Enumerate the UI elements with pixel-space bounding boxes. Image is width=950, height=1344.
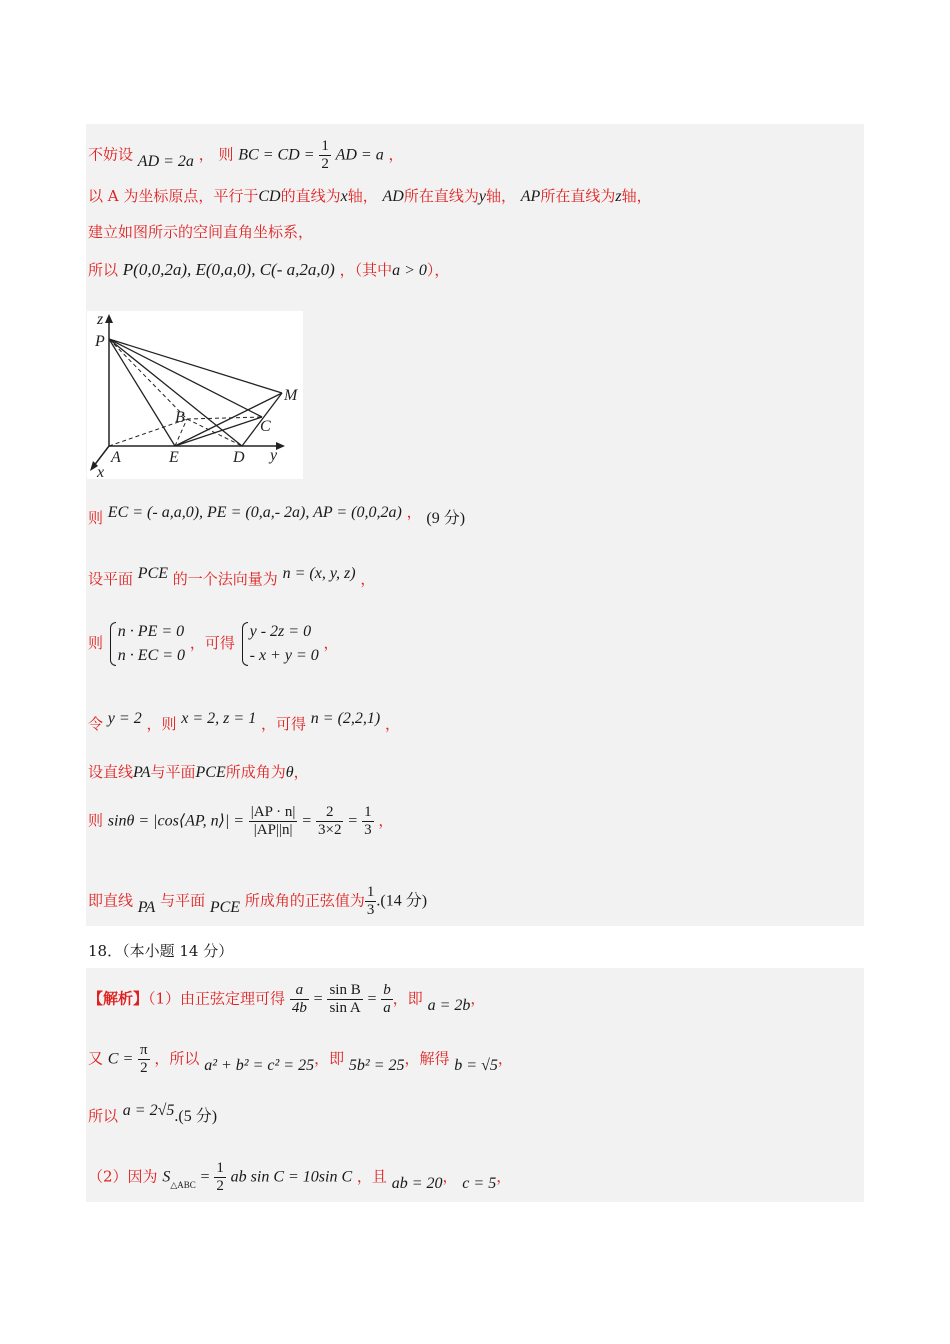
label-D: D bbox=[233, 449, 245, 466]
equation-system-2 bbox=[240, 620, 319, 668]
denominator: 3 bbox=[366, 902, 375, 918]
z-arrow bbox=[105, 314, 113, 323]
math: a = 2√5 bbox=[122, 1102, 175, 1119]
math: PA bbox=[137, 898, 156, 916]
text: 所成角为 bbox=[225, 763, 286, 781]
text: ，则 bbox=[146, 715, 177, 733]
solution-18-line-2 bbox=[88, 1042, 513, 1077]
numerator: 1 bbox=[364, 804, 372, 820]
numerator: 1 bbox=[366, 884, 375, 900]
text: 所以 bbox=[88, 1107, 119, 1125]
math: ab = 20 bbox=[391, 1174, 443, 1192]
text: ， bbox=[293, 763, 309, 781]
fraction bbox=[381, 982, 393, 1017]
denominator: 2 bbox=[140, 1060, 148, 1076]
fraction bbox=[316, 804, 343, 839]
denominator: sin A bbox=[329, 1000, 361, 1016]
solution-line-11 bbox=[88, 884, 427, 919]
numerator: |AP · n| bbox=[250, 804, 296, 820]
text: ，可得 bbox=[189, 634, 235, 652]
math: x bbox=[340, 188, 348, 205]
analysis-tag: 【解析】 bbox=[88, 989, 149, 1008]
score: .(5 分) bbox=[174, 1108, 218, 1125]
label-y: y bbox=[270, 447, 278, 464]
text: ， bbox=[385, 715, 401, 733]
denominator: 4b bbox=[291, 1000, 307, 1016]
math: P(0,0,2a), E(0,a,0), C(- a,2a,0) bbox=[122, 260, 335, 279]
math: n = (x, y, z) bbox=[282, 565, 356, 582]
score: (9 分) bbox=[426, 510, 466, 527]
text: ，解得 bbox=[404, 1049, 450, 1068]
solution-line-5 bbox=[88, 502, 466, 527]
equation: n · EC = 0 bbox=[117, 647, 186, 664]
solution-line-8 bbox=[88, 708, 401, 733]
numerator: 2 bbox=[316, 804, 343, 822]
equation: y - 2z = 0 bbox=[249, 623, 312, 640]
numerator: 1 bbox=[216, 1160, 224, 1176]
fraction bbox=[290, 982, 309, 1017]
math: a > 0 bbox=[392, 262, 427, 279]
text: ， bbox=[496, 1167, 512, 1186]
math: C = bbox=[107, 1050, 134, 1068]
text: 与平面 bbox=[160, 891, 206, 910]
text: 不妨设 bbox=[88, 145, 134, 164]
solution-line-4 bbox=[88, 260, 449, 281]
math: BC = CD = bbox=[238, 146, 315, 164]
math: n = (2,2,1) bbox=[310, 710, 381, 727]
text: 以 A 为坐标原点，平行于 bbox=[88, 187, 259, 205]
denominator: 2 bbox=[321, 156, 329, 172]
fraction bbox=[365, 884, 377, 919]
label-x: x bbox=[97, 464, 105, 479]
text: ， bbox=[497, 1049, 513, 1068]
label-E: E bbox=[169, 449, 179, 466]
math: PA bbox=[133, 764, 151, 781]
denominator: 2 bbox=[216, 1178, 224, 1194]
text: 又 bbox=[88, 1049, 104, 1068]
math: a² + b² = c² = 25 bbox=[204, 1056, 315, 1074]
text: ，且 bbox=[356, 1167, 387, 1186]
text: 轴， bbox=[347, 187, 378, 205]
math: c = 5 bbox=[462, 1174, 497, 1192]
fraction bbox=[327, 982, 362, 1017]
text: 所在直线为 bbox=[403, 187, 479, 205]
text: 设直线 bbox=[88, 763, 134, 781]
subscript: △ABC bbox=[170, 1179, 196, 1190]
label-B: B bbox=[175, 409, 185, 426]
text: ， bbox=[470, 989, 486, 1008]
text: 所成角的正弦值为 bbox=[244, 891, 365, 910]
math: = bbox=[313, 990, 323, 1008]
solution-18-line-4 bbox=[88, 1160, 511, 1195]
fraction bbox=[362, 804, 374, 839]
denominator: a bbox=[383, 1000, 391, 1016]
math: = bbox=[348, 812, 358, 830]
numerator: a bbox=[290, 982, 309, 1000]
text: 的直线为 bbox=[280, 187, 341, 205]
text: （2）因为 bbox=[88, 1167, 158, 1186]
math: z bbox=[615, 188, 622, 205]
solution-line-3 bbox=[88, 222, 313, 242]
math: AD bbox=[382, 188, 404, 205]
solution-line-6 bbox=[88, 563, 376, 588]
text: 设平面 bbox=[88, 570, 134, 588]
fraction bbox=[214, 1160, 226, 1195]
math: x = 2, z = 1 bbox=[181, 710, 257, 727]
solution-line-2 bbox=[88, 186, 652, 207]
math: θ bbox=[285, 764, 294, 781]
text: ）， bbox=[426, 261, 450, 279]
equation-system-1 bbox=[108, 620, 185, 668]
solution-18-line-1 bbox=[88, 982, 485, 1017]
text: 则 bbox=[88, 509, 104, 527]
text: 的一个法向量为 bbox=[172, 570, 278, 588]
text: ，即 bbox=[314, 1049, 345, 1068]
math: a = 2b bbox=[427, 996, 471, 1014]
solution-18-line-3 bbox=[88, 1100, 218, 1125]
text: 则 bbox=[88, 634, 104, 652]
solution-line-7 bbox=[88, 620, 339, 668]
text: ，（其中 bbox=[339, 261, 393, 279]
edge-PC bbox=[109, 339, 262, 417]
text: ， bbox=[442, 1167, 458, 1186]
label-M: M bbox=[284, 387, 298, 404]
text: （1）由正弦定理可得 bbox=[148, 989, 286, 1008]
math: CD bbox=[258, 188, 281, 205]
text: 所在直线为 bbox=[540, 187, 616, 205]
text: ， 则 bbox=[198, 145, 234, 164]
text: 建立如图所示的空间直角坐标系， bbox=[88, 223, 314, 241]
math: 5b² = 25 bbox=[348, 1056, 405, 1074]
numerator: b bbox=[383, 982, 391, 998]
equation: - x + y = 0 bbox=[249, 647, 319, 664]
numerator: 1 bbox=[321, 138, 329, 154]
text: ，即 bbox=[392, 989, 423, 1008]
math: AD = 2a bbox=[137, 152, 194, 170]
solution-line-1 bbox=[88, 138, 404, 173]
text: 与平面 bbox=[150, 763, 196, 781]
text: 所以 bbox=[88, 261, 119, 279]
text: ， bbox=[360, 570, 376, 588]
pyramid-diagram bbox=[87, 311, 303, 479]
text: 则 bbox=[88, 811, 104, 830]
text: ， bbox=[406, 503, 422, 521]
score: .(14 分) bbox=[376, 892, 428, 910]
math: AP bbox=[520, 188, 541, 205]
problem-18-heading: 18．（本小题 14 分） bbox=[88, 942, 234, 960]
math: = bbox=[367, 990, 377, 1008]
math: PCE bbox=[195, 764, 226, 781]
denominator: 3 bbox=[364, 822, 372, 838]
math: = bbox=[302, 812, 312, 830]
edge-PE bbox=[109, 339, 175, 446]
fraction bbox=[319, 138, 331, 173]
math: y bbox=[478, 188, 486, 205]
math: S bbox=[162, 1168, 171, 1186]
denominator: 3×2 bbox=[318, 822, 342, 838]
math: sinθ = |cos⟨AP, n⟩| = bbox=[107, 812, 245, 830]
numerator: sin B bbox=[329, 982, 361, 998]
math: y = 2 bbox=[107, 710, 142, 727]
label-z: z bbox=[97, 311, 104, 328]
math: b = √5 bbox=[454, 1056, 498, 1074]
text: ，可得 bbox=[260, 715, 306, 733]
text: ， bbox=[323, 634, 339, 652]
math: PCE bbox=[137, 565, 169, 582]
text: 令 bbox=[88, 715, 104, 733]
label-P: P bbox=[95, 333, 105, 350]
fraction bbox=[138, 1042, 150, 1077]
text: 轴， bbox=[485, 187, 516, 205]
fraction bbox=[249, 804, 298, 839]
text: ， bbox=[378, 811, 394, 830]
label-C: C bbox=[260, 418, 271, 435]
edge-EC bbox=[175, 417, 262, 446]
text: 即直线 bbox=[88, 891, 134, 910]
edge-BC bbox=[187, 417, 262, 419]
text: ，所以 bbox=[154, 1049, 200, 1068]
math: ab sin C = 10sin C bbox=[230, 1168, 353, 1186]
label-A: A bbox=[111, 449, 121, 466]
text: ， bbox=[388, 145, 404, 164]
math: PCE bbox=[209, 898, 241, 916]
math: AD = a bbox=[335, 146, 384, 164]
math: EC = (- a,a,0), PE = (0,a,- 2a), AP = (0,0,2a) bbox=[107, 504, 402, 521]
math: = bbox=[200, 1168, 210, 1186]
text: 轴， bbox=[621, 187, 652, 205]
solution-line-10 bbox=[88, 804, 393, 839]
solution-line-9 bbox=[88, 762, 309, 783]
coordinate-figure bbox=[87, 311, 303, 479]
numerator: π bbox=[140, 1042, 148, 1058]
y-arrow bbox=[276, 442, 285, 450]
equation: n · PE = 0 bbox=[117, 623, 185, 640]
denominator: |AP||n| bbox=[253, 822, 293, 838]
